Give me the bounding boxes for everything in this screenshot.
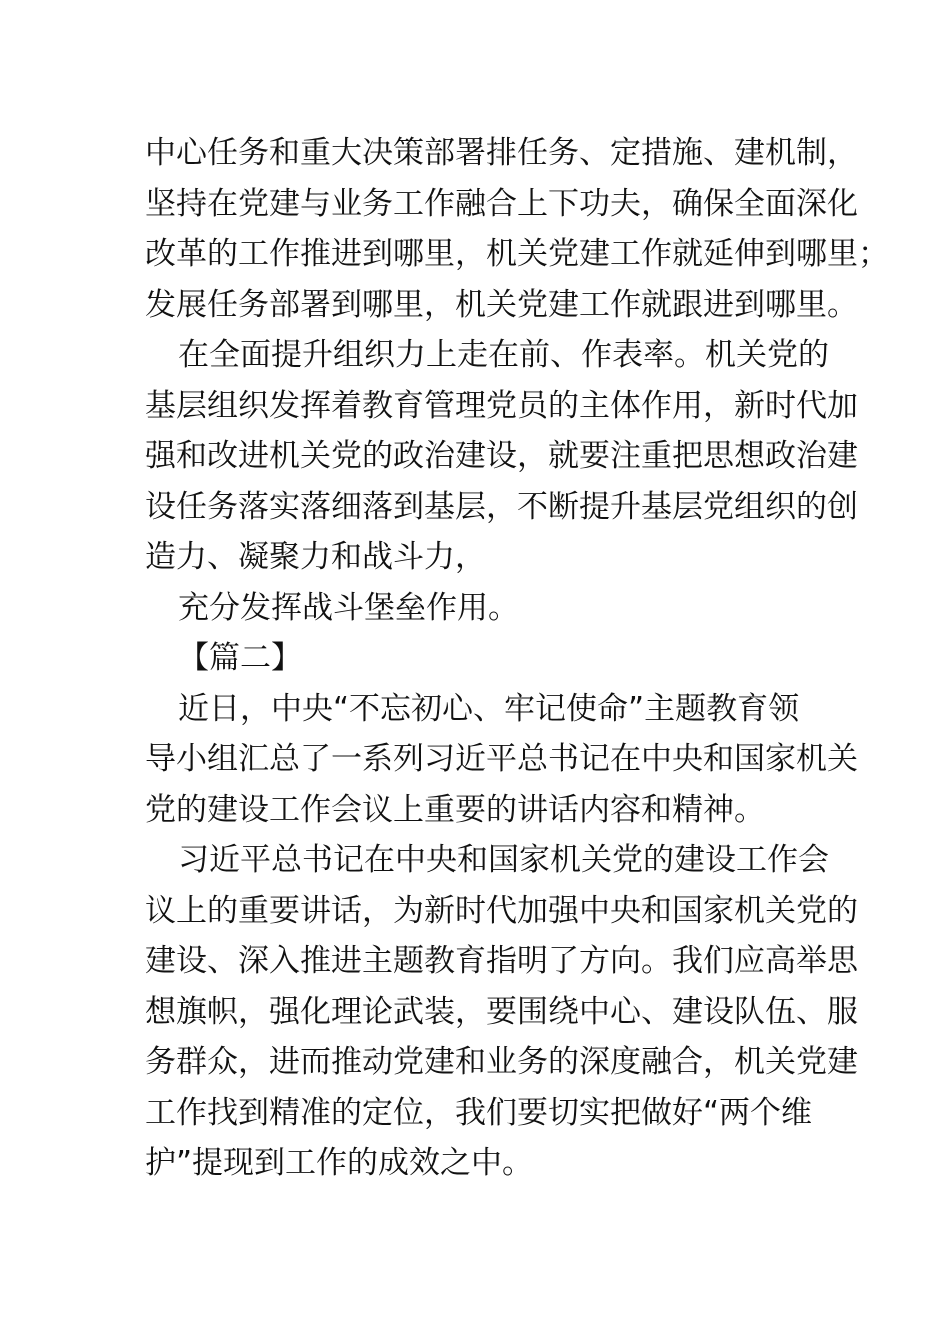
paragraph-first-line: 充分发挥战斗堡垒作用。 <box>178 589 519 626</box>
text-line: 发展任务部署到哪里，机关党建工作就跟进到哪里。 <box>145 286 858 323</box>
text-line: 设任务落实落细落到基层，不断提升基层党组织的创 <box>145 488 858 525</box>
text-line: 中心任务和重大决策部署排任务、定措施、建机制， <box>145 135 858 171</box>
body-text <box>145 128 889 1189</box>
text-line: 工作找到精准的定位，我们要切实把做好“两个维 <box>145 1094 813 1131</box>
text-line: 建设、深入推进主题教育指明了方向。我们应高举思 <box>145 943 858 979</box>
text-line: 坚持在党建与业务工作融合上下功夫，确保全面深化 <box>145 185 858 222</box>
paragraph-first-line: 近日，中央“不忘初心、牢记使命”主题教育领 <box>178 690 800 727</box>
text-line: 改革的工作推进到哪里，机关党建工作就延伸到哪里； <box>145 236 889 272</box>
paragraph-first-line: 习近平总书记在中央和国家机关党的建设工作会 <box>178 842 829 878</box>
section-heading: 【篇二】 <box>178 640 302 676</box>
text-line: 想旗帜，强化理论武装，要围绕中心、建设队伍、服 <box>145 993 858 1030</box>
text-line: 基层组织发挥着教育管理党员的主体作用，新时代加 <box>145 387 858 424</box>
text-line: 党的建设工作会议上重要的讲话内容和精神。 <box>145 791 765 828</box>
paragraph-first-line: 在全面提升组织力上走在前、作表率。机关党的 <box>178 337 829 373</box>
text-line: 导小组汇总了一系列习近平总书记在中央和国家机关 <box>145 741 858 777</box>
text-line: 务群众，进而推动党建和业务的深度融合，机关党建 <box>145 1044 858 1080</box>
text-line: 护”提现到工作的成效之中。 <box>145 1145 534 1181</box>
text-line: 议上的重要讲话，为新时代加强中央和国家机关党的 <box>145 892 858 929</box>
text-line: 造力、凝聚力和战斗力， <box>145 539 486 575</box>
text-line: 强和改进机关党的政治建设，就要注重把思想政治建 <box>145 438 858 474</box>
